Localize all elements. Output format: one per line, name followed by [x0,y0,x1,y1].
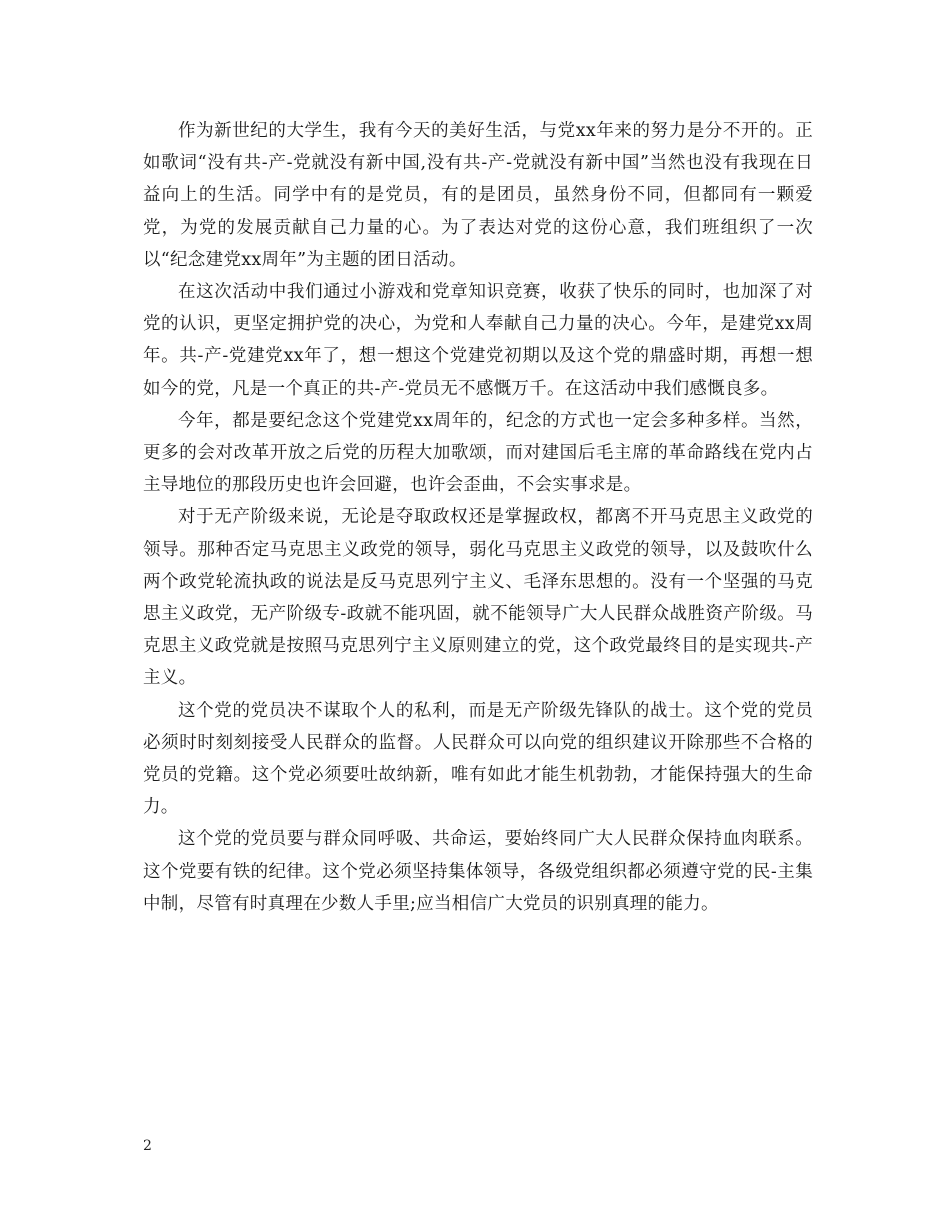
paragraph: 今年，都是要纪念这个党建党xx周年的，纪念的方式也一定会多种多样。当然，更多的会对改革开放之后党的历程大加歌颂，而对建国后毛主席的革命路线在党内占主导地位的那段历史也许会回避，也许会歪曲，不会实事求是。 [143,410,813,496]
paragraph: 这个党的党员决不谋取个人的私利，而是无产阶级先锋队的战士。这个党的党员必须时时刻刻接受人民群众的监督。人民群众可以向党的组织建议开除那些不合格的党员的党籍。这个党必须要吐故纳新，唯有如此才能生机勃勃，才能保持强大的生命力。 [143,700,813,818]
body-text [143,115,813,920]
paragraph: 这个党的党员要与群众同呼吸、共命运，要始终同广大人民群众保持血肉联系。这个党要有铁的纪律。这个党必须坚持集体领导，各级党组织都必须遵守党的民-主集中制，尽管有时真理在少数人手里;应当相信广大党员的识别真理的能力。 [143,829,813,914]
paragraph: 对于无产阶级来说，无论是夺取政权还是掌握政权，都离不开马克思主义政党的领导。那种否定马克思主义政党的领导，弱化马克思主义政党的领导，以及鼓吹什么两个政党轮流执政的说法是反马克思列宁主义、毛泽东思想的。没有一个坚强的马克思主义政党，无产阶级专-政就不能巩固，就不能领导广大人民群众战胜资产阶级。马克思主义政党就是按照马克思列宁主义原则建立的党，这个政党最终目的是实现共-产主义。 [143,507,813,689]
paragraph: 在这次活动中我们通过小游戏和党章知识竞赛，收获了快乐的同时，也加深了对党的认识，更坚定拥护党的决心，为党和人奉献自己力量的决心。今年，是建党xx周年。共-产-党建党xx年了，想一想这个党建党初期以及这个党的鼎盛时期，再想一想如今的党，凡是一个真正的共-产-党员无不感慨万千。在这活动中我们感慨良多。 [143,282,813,399]
page-number: 2 [143,1138,152,1154]
paragraph: 作为新世纪的大学生，我有今天的美好生活，与党xx年来的努力是分不开的。正如歌词“没有共-产-党就没有新中国,没有共-产-党就没有新中国”当然也没有我现在日益向上的生活。同学中有的是党员，有的是团员，虽然身份不同，但都同有一颗爱党，为党的发展贡献自己力量的心。为了表达对党的这份心意，我们班组织了一次以“纪念建党xx周年”为主题的团日活动。 [143,121,813,270]
